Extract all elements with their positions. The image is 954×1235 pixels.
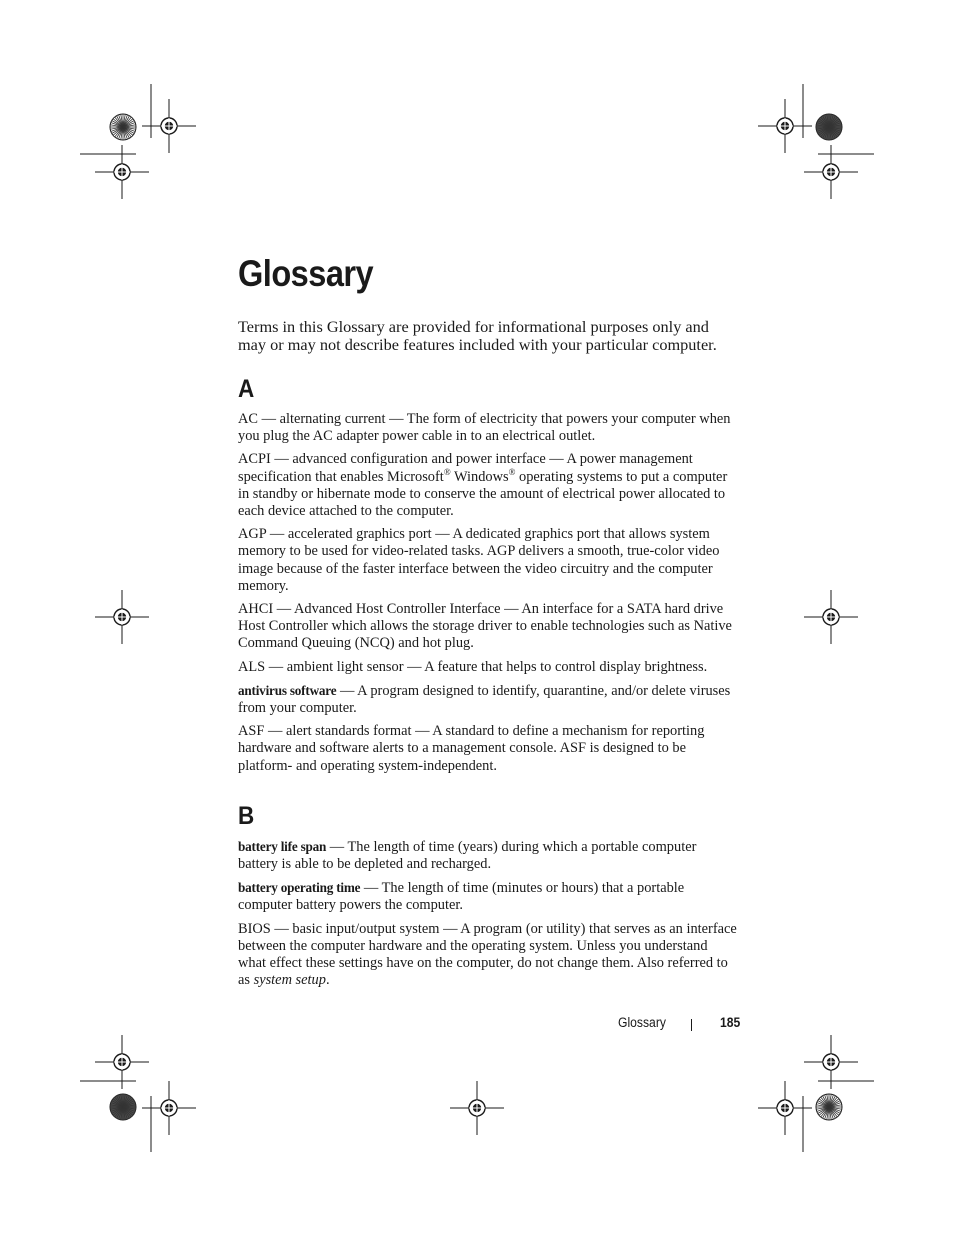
glossary-entry-asf	[238, 723, 738, 775]
footer-divider	[691, 1019, 692, 1031]
starburst-icon	[110, 1094, 136, 1120]
separator: —	[270, 920, 293, 937]
registration-target-icon	[142, 99, 196, 153]
registration-target-icon	[758, 99, 812, 153]
term-ac: AC	[238, 411, 258, 427]
glossary-entry-ac	[238, 411, 738, 445]
page-content	[238, 252, 738, 989]
definition-ahci: Advanced Host Controller Interface — An interface for a SATA hard drive Host Controller which allows the storage driver to enable technologies such as Native Command Queuing (NCQ) and hot plug.	[238, 601, 732, 652]
term-antivirus-software: antivirus software	[238, 682, 337, 698]
term-ahci: AHCI	[238, 601, 274, 618]
glossary-entry-als	[238, 659, 738, 676]
term-als: ALS	[238, 658, 266, 675]
page-footer	[560, 1015, 740, 1035]
page-number: 185	[720, 1015, 741, 1030]
separator: —	[265, 658, 287, 675]
starburst-icon	[110, 114, 136, 140]
registration-target-icon	[95, 590, 149, 644]
registered-mark: ®	[508, 466, 516, 477]
registration-target-icon	[804, 590, 858, 644]
definition-battery-life-span: The length of time (years) during which a portable computer battery is able to be depleted and recharged.	[238, 838, 697, 873]
definition-als: ambient light sensor — A feature that helps to control display brightness.	[286, 658, 708, 675]
term-agp: AGP	[238, 526, 267, 543]
definition-acpi-part-2: Windows	[450, 468, 509, 485]
definition-antivirus-software: A program designed to identify, quarantine, and/or delete viruses from your computer.	[238, 682, 731, 717]
definition-acpi-part-3: operating systems to put a computer in standby or hibernate mode to conserve the amount of electrical power allocated to each device attached to the computer.	[238, 468, 728, 520]
term-asf: ASF	[238, 723, 265, 740]
starburst-icon	[816, 1094, 842, 1120]
separator: —	[258, 411, 280, 427]
term-battery-operating-time: battery operating time	[238, 880, 361, 896]
registration-target-icon	[142, 1081, 196, 1135]
glossary-entry-battery-operating-time	[238, 879, 738, 914]
registered-mark: ®	[443, 466, 451, 477]
separator: —	[326, 838, 348, 855]
glossary-entry-antivirus-software	[238, 682, 738, 717]
term-acpi: ACPI	[238, 451, 271, 468]
definition-ac: alternating current — The form of electricity that powers your computer when you plug the AC adapter power cable in to an electrical outlet.	[238, 411, 731, 445]
separator: —	[336, 682, 358, 699]
term-bios: BIOS	[238, 920, 271, 937]
definition-agp: accelerated graphics port — A dedicated graphics port that allows system memory to be used for video-related tasks. AGP delivers a smooth, true-color video image because of the faster interface between the video circuitry and the computer memory.	[238, 526, 720, 594]
term-battery-life-span: battery life span	[238, 838, 327, 854]
glossary-entry-bios	[238, 921, 738, 990]
footer-section-label: Glossary	[618, 1015, 666, 1030]
registration-target-icon	[758, 1081, 812, 1135]
glossary-entry-agp	[238, 526, 738, 595]
definition-battery-operating-time: The length of time (minutes or hours) that a portable computer battery powers the computer.	[238, 880, 685, 914]
definition-bios-italic: system setup	[253, 972, 326, 989]
starburst-icon	[816, 114, 842, 140]
separator: —	[273, 601, 294, 618]
section-letter-a: A	[238, 375, 255, 403]
glossary-entry-ahci	[238, 601, 738, 653]
registration-target-icon	[804, 145, 858, 199]
definition-asf: alert standards format — A standard to define a mechanism for reporting hardware and software alerts to a management console. ASF is designed to be platform- and operating system-independent.	[238, 723, 705, 774]
glossary-entry-battery-life-span	[238, 838, 738, 873]
separator: —	[270, 451, 293, 468]
glossary-entry-acpi	[238, 451, 738, 520]
separator: —	[360, 880, 382, 897]
registration-target-icon	[95, 145, 149, 199]
separator: —	[264, 723, 286, 740]
definition-acpi-part-1: advanced configuration and power interface — A power management specification that enables Microsoft	[238, 451, 693, 485]
page-title: Glossary	[238, 253, 374, 294]
registration-target-icon	[450, 1081, 504, 1135]
definition-bios-end: .	[325, 972, 330, 989]
separator: —	[266, 526, 288, 543]
section-letter-b: B	[238, 801, 255, 830]
intro-paragraph: Terms in this Glossary are provided for informational purposes only and may or may not describe features included with your particular computer.	[238, 317, 717, 354]
definition-bios: basic input/output system — A program (or utility) that serves as an interface between the computer hardware and the operating system. Unless you understand what effect these settings have on the computer, do not change them. Also referred to as	[238, 920, 737, 989]
